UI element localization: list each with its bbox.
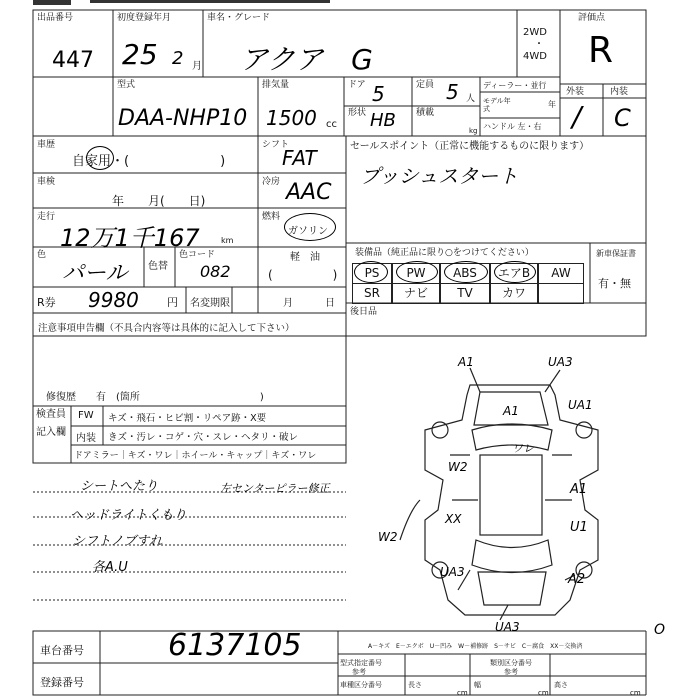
recycle-value: 9980 <box>88 288 139 312</box>
cooling-label: 冷房 <box>262 177 281 187</box>
transfer-day: 日 <box>325 298 335 309</box>
fuel-label: 燃料 <box>262 212 281 222</box>
equipment-label: 装備品（純正品に限り○をつけてください） <box>355 248 534 258</box>
legend-type-designation: 型式指定番号 <box>340 659 382 667</box>
model-year-label: モデル年式 <box>483 97 511 113</box>
mark-u1-right: U1 <box>570 520 588 535</box>
equip-airbag: エアB <box>490 263 538 284</box>
note-line-4: 各A.U <box>92 560 128 575</box>
lot-number-value: 447 <box>52 48 94 73</box>
first-registration-label: 初度登録年月 <box>117 13 172 23</box>
note-line-1: シートへたり <box>80 479 159 494</box>
history-circle-mark <box>86 146 114 170</box>
mark-a2-right: A2 <box>568 572 586 587</box>
capacity-label: 定員 <box>416 80 435 90</box>
displacement-label: 排気量 <box>262 80 290 90</box>
shift-label: シフト <box>262 140 290 150</box>
mark-xx-center: XX <box>445 512 462 526</box>
door-value: 5 <box>372 82 385 106</box>
fw-label: FW <box>78 410 94 421</box>
color-change-label: 色替 <box>148 261 168 272</box>
registration-month: 2 <box>172 48 184 69</box>
lot-number-label: 出品番号 <box>37 13 74 23</box>
car-name-label: 車名・グレード <box>207 13 271 23</box>
load-unit: kg <box>469 127 478 135</box>
legend-width: 幅 <box>474 681 481 689</box>
mark-ua3-top: UA3 <box>548 355 573 369</box>
transfer-label: 名変期限 <box>190 298 230 309</box>
mark-a1-top: A1 <box>458 355 474 369</box>
legend-category: 類別区分番号 <box>490 659 532 667</box>
drive-2wd: 2WD <box>523 27 547 38</box>
grade-value: R <box>588 30 614 71</box>
inspection-label: 車検 <box>37 177 56 187</box>
legend-sanko-2: 参考 <box>504 668 518 676</box>
fuel-diesel: 軽 油 <box>290 252 320 263</box>
fuel-circle-mark <box>284 213 336 241</box>
capacity-unit: 人 <box>466 94 476 104</box>
equip-aw: AW <box>538 263 584 284</box>
transfer-month: 月 <box>283 298 293 309</box>
fw-items: キズ・飛石・ヒビ割・リペア跡・Ⅹ要 <box>108 413 267 424</box>
circle-airbag <box>494 261 536 283</box>
warranty-label: 新車保証書 <box>596 249 636 258</box>
entry-label: 記入欄 <box>36 427 66 438</box>
history-value: 自家用・( ) <box>72 154 226 169</box>
circle-pw <box>396 261 438 283</box>
model-value: DAA-NHP10 <box>118 106 248 131</box>
fuel-gasoline: ガソリン <box>288 226 328 237</box>
sales-point-label: セールスポイント（正常に機能するものに限ります） <box>350 141 590 152</box>
inspection-value: 年 月( 日) <box>112 194 206 208</box>
chassis-number-label: 車台番号 <box>40 644 84 657</box>
equip-tv: TV <box>440 283 490 304</box>
legend-length: 長さ <box>408 681 422 689</box>
mark-a1-right: A1 <box>570 482 588 497</box>
model-label: 型式 <box>117 80 136 90</box>
shape-value: HB <box>370 110 396 131</box>
mark-ua3-left: UA3 <box>440 565 465 579</box>
mark-zero: O <box>654 622 666 638</box>
handle-label: ハンドル 左・右 <box>483 122 542 131</box>
mark-w2-outer: W2 <box>378 530 398 544</box>
note-line-2: ヘッドライトくもり <box>70 508 187 523</box>
mileage-value: 12万1千167 <box>60 224 200 252</box>
color-code-label: 色コード <box>179 250 216 260</box>
after-items-label: 後日品 <box>350 307 378 317</box>
recycle-label: R券 <box>37 296 56 309</box>
color-value: パール <box>62 261 128 286</box>
interior-grade: C <box>614 104 631 132</box>
drive-4wd: 4WD <box>523 51 547 62</box>
mark-ua3-bottom: UA3 <box>495 620 520 634</box>
equip-abs: ABS <box>440 263 490 284</box>
shift-value: FAT <box>282 146 317 170</box>
displacement-unit: cc <box>326 119 337 130</box>
load-label: 積載 <box>416 108 435 118</box>
interior-label: 内装 <box>610 87 629 97</box>
color-code-value: 082 <box>200 262 231 281</box>
car-name-value: アクア G <box>240 43 373 76</box>
sales-point-value: プッシュスタート <box>360 164 519 188</box>
chassis-number-value: 6137105 <box>168 628 302 663</box>
legend-width-unit: cm <box>538 689 549 697</box>
mark-crack-roof: ワレ <box>512 442 534 455</box>
inspector-label: 検査員 <box>36 409 66 420</box>
color-label: 色 <box>37 250 47 260</box>
equipment-row-2 <box>352 283 584 304</box>
legend-codes: A－キズ E－エクボ U－凹み W－補修跡 S－サビ C－腐食 XX－交換済 <box>368 643 583 650</box>
equip-pw: PW <box>392 263 440 284</box>
note-line-5: 左センターピラー修正 <box>220 482 330 495</box>
legend-sanko-1: 参考 <box>352 668 366 676</box>
legend-height: 高さ <box>554 681 568 689</box>
equip-navi: ナビ <box>392 283 440 304</box>
repair-history-label: 修復歴 有 (箇所 ) <box>46 392 264 403</box>
capacity-value: 5 <box>446 80 459 104</box>
mark-w2-left: W2 <box>448 460 468 474</box>
model-year-unit: 年 <box>548 100 556 109</box>
warranty-value: 有・無 <box>598 277 631 290</box>
exterior-grade: / <box>572 100 582 133</box>
recycle-unit: 円 <box>167 296 178 309</box>
legend-length-unit: cm <box>457 689 468 697</box>
registration-number-label: 登録番号 <box>40 676 84 689</box>
mileage-label: 走行 <box>37 212 56 222</box>
circle-ps <box>354 261 388 283</box>
interior-check-label: 内装 <box>76 433 96 444</box>
notes-label: 注意事項申告欄（不具合内容等は具体的に記入して下さい） <box>38 323 295 334</box>
legend-height-unit: cm <box>630 689 641 697</box>
grade-label: 評価点 <box>578 13 606 23</box>
legend-vehicle-class: 車種区分番号 <box>340 681 382 689</box>
drive-dot: ・ <box>534 39 544 50</box>
interior-check-items: きズ・汚レ・コゲ・穴・スレ・ヘタリ・破レ <box>108 432 299 443</box>
note-line-3: シフトノブすれ <box>72 534 163 549</box>
equip-empty <box>538 283 584 304</box>
equip-leather: カワ <box>490 283 538 304</box>
equip-ps: PS <box>352 263 392 284</box>
fuel-other: ( ) <box>268 268 338 282</box>
registration-year: 25 <box>122 38 158 71</box>
history-label: 車歴 <box>37 140 56 150</box>
shape-label: 形状 <box>348 108 367 118</box>
mark-a1-hood: A1 <box>503 404 519 418</box>
cooling-value: AAC <box>286 180 332 205</box>
mark-ua1-right: UA1 <box>568 398 593 412</box>
dealer-label: ディーラー・並行 <box>483 81 547 90</box>
month-unit: 月 <box>192 61 202 72</box>
equip-sr: SR <box>352 283 392 304</box>
mileage-unit: km <box>221 236 234 245</box>
mirror-wheel-items: ドアミラー｜キズ・ワレ｜ホイール・キャップ｜キズ・ワレ <box>74 451 317 461</box>
exterior-label: 外装 <box>566 87 585 97</box>
door-label: ドア <box>348 80 366 90</box>
circle-abs <box>444 261 488 283</box>
displacement-value: 1500 <box>266 106 317 130</box>
